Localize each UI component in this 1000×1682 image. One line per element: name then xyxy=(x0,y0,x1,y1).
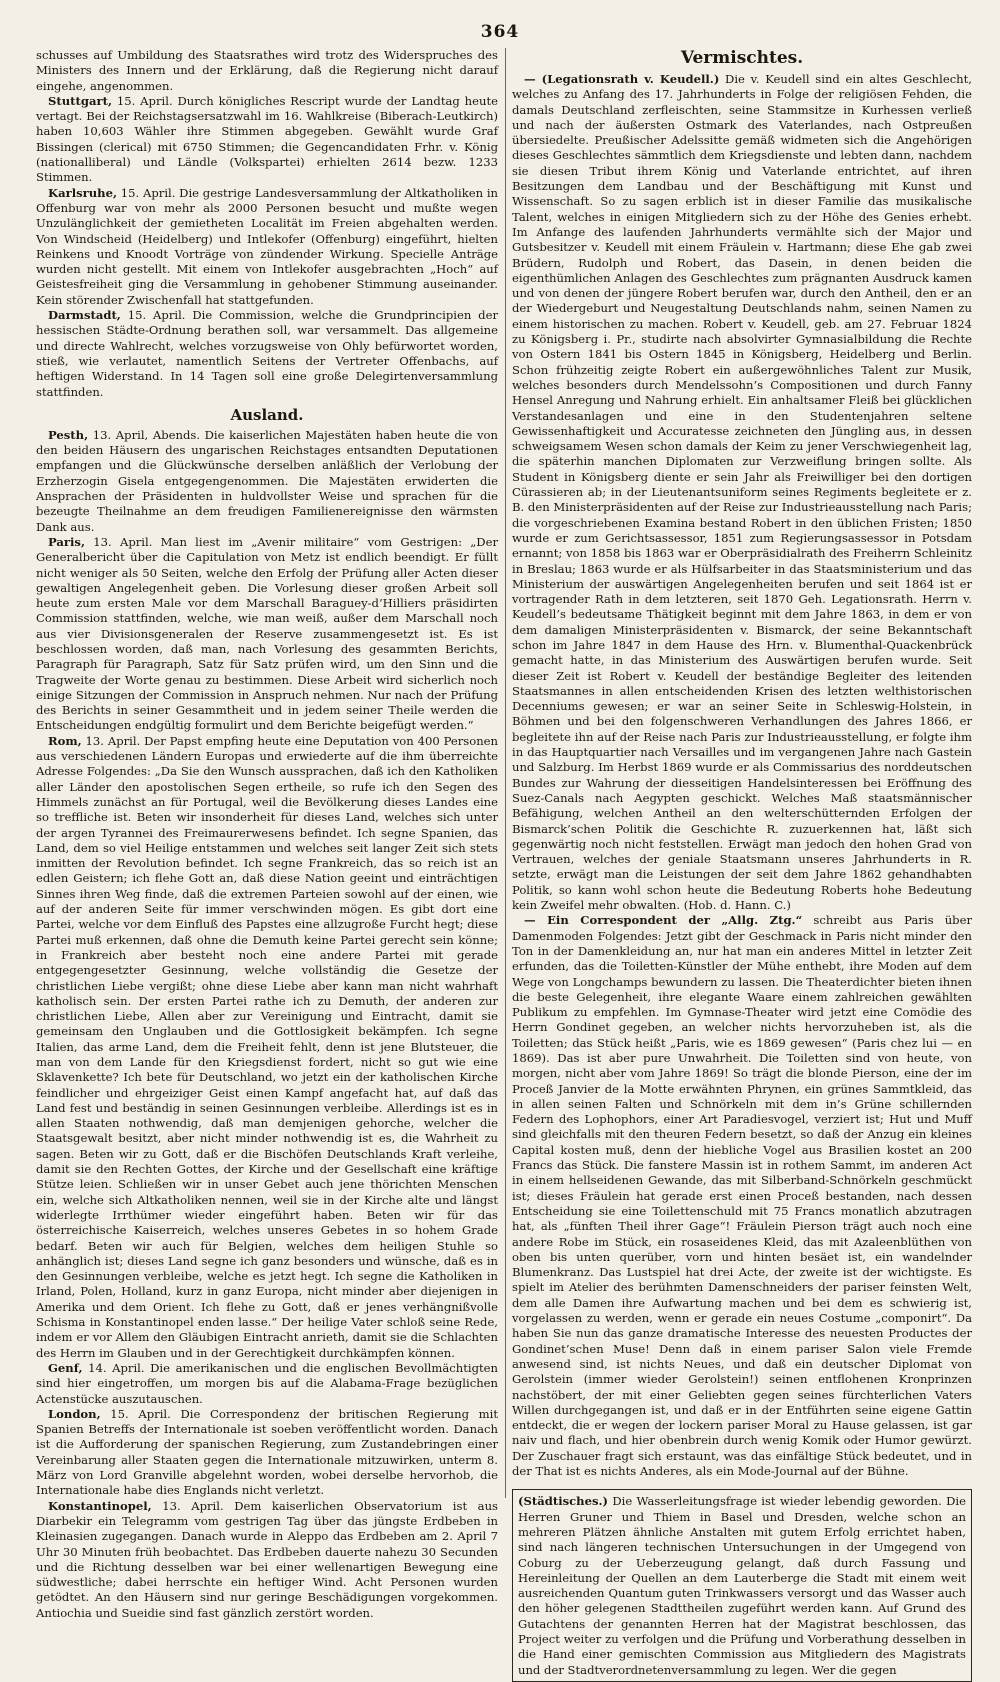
rom-report xyxy=(36,734,498,1361)
keudell-article xyxy=(512,72,972,913)
mode-text: schreibt aus Paris über Damenmoden Folgendes: Jetzt gibt der Geschmack in Paris nicht minder den Ton in der Damenkleidung an, nur hat man ein anderes Mittel in letzter Zeit erfunden, das die Toiletten-Künstler der Mühe enthebt, ihre Moden auf dem Wege von Longchamps bewundern zu lassen. Die Theaterdichter bieten ihnen die beste Gelegenheit, ihre elegante Waare einem zahlreichen gewählten Publikum zu empfehlen. Im Gymnase-Theater wird jetzt eine Comödie des Herrn Gondinet gegeben, an welcher nichts hervorzuheben ist, als die Toiletten; das Stück heißt „Paris, wie es 1869 gewesen“ (Paris chez lui — en 1869). Das ist aber pure Unwahrheit. Die Toiletten sind von heute, von morgen, nicht aber vom Jahre 1869! So trägt die blonde Pierson, eine der im Proceß Janvier de la Motte erwähnten Phrynen, ein grünes Sammtkleid, das in allen seinen Falten und Schnörkeln mit dem in’s Grüne schillernden Federn des Lophophors, einer Art Paradiesvogel, verziert ist; Hut und Muff sind gleichfalls mit den theuren Federn besetzt, so daß der Anzug ein kleines Capital kosten muß, denn der hiebliche Vogel aus Brasilien kostet an 200 Francs das Stück. Die fanstere Massin ist in rothem Sammt, im anderen Act in einem hellseidenen Gewande, das mit Silberband-Schnörkeln geschmückt ist; dieses Fräulein hat gerade erst einen Proceß bestanden, nach dessen Entscheidung sie eine Toilettenschuld mit 75 Francs monatlich abzutragen hat, als „fünften Theil ihrer Gage“! Fräulein Pierson trägt auch noch eine andere Robe im Stück, ein rosaseidenes Kleid, das mit Azaleenblüthen von oben bis unten querüber, vorn und hinten besäet ist, ein wandelnder Blumenkranz. Das Lustspiel hat drei Acte, der zweite ist der wichtigste. Es spielt im Atelier des berühmten Damenschneiders der pariser feinsten Welt, dem alle Damen ihre Aufwartung machen und bei dem es schwierig ist, vorgelassen zu werden, wenn er gerade ein neues Costume „componirt“. Da haben Sie nun das ganze dramatische Interesse des neuesten Productes der Gondinet’schen Muse! Denn daß in einem pariser Salon viele Fremde anwesend sind, ist nichts Neues, und daß ein deutscher Diplomat von Gerolstein (immer wieder Gerolstein!) seinen entflohenen Kronprinzen nachstöbert, der mit einer Geliebten gegen seines fürchterlichen Vaters Willen durchgegangen ist, und daß er in der Entführten seine eigene Gattin entdeckt, die er wegen der lockern pariser Moral zu Hause gelassen, ist gar naiv und flach, und hier obenbrein durch wenig Komik oder Humor gewürzt. Der Zuschauer fragt sich erstaunt, was das einfältige Stück bedeutet, und in der That ist es nichts Anderes, als ein Mode-Journal auf der Bühne. xyxy=(512,913,973,1479)
dateline-london: London, xyxy=(48,1406,101,1421)
column-divider xyxy=(505,48,506,1498)
karlsruhe-report xyxy=(36,186,498,308)
section-heading-vermischtes: Vermischtes. xyxy=(680,48,804,68)
staedtisches-text: Die Wasserleitungsfrage ist wieder lebendig geworden. Die Herren Gruner und Thiem in Basel und Dresden, welche schon an mehreren Plätzen ähnliche Anstalten mit gutem Erfolg errichtet haben, sind nach längeren technischen Untersuchungen in der Umgegend von Coburg zu der Ueberzeugung gelangt, daß durch Fassung und Hereinleitung der Quellen an dem Lauterberge die Stadt mit einem weit ausreichenden Quantum guten Trinkwassers versorgt und das Wasser auch den höher gelegenen Stadttheilen zugeführt werden kann. Auf Grund des Gutachtens der genannten Herren hat der Magistrat beschlossen, das Project weiter zu verfolgen und die Prüfung und Vorberathung desselben in die Hand einer gemischten Commission aus Mitgliedern des Magistrats und der Stadtverordnetenversammlung zu legen. Wer die gegen xyxy=(518,1494,966,1677)
dateline-konstantinopel: Konstantinopel, xyxy=(48,1498,152,1513)
karlsruhe-text: 15. April. Die gestrige Landesversammlung der Altkatholiken in Offenburg war von mehr als 2000 Personen besucht und mußte wegen Unzulänglichkeit der gemietheten Localität im Freien abgehalten werden. Von Windscheid (Heidelberg) und Intlekofer (Offenburg) eingeführt, hielten Reinkens und Knoodt Vorträge von zündender Wirkung. Specielle Anträge wurden nicht gestellt. Mit einem von Intlekofer ausgebrachten „Hoch“ auf Geistesfreiheit ging die Versammlung in gehobener Stimmung auseinander. Kein störender Zwischenfall hat stattgefunden. xyxy=(36,185,498,307)
paris-text: 13. April. Man liest im „Avenir militaire“ vom Gestrigen: „Der Generalbericht über die Capitulation von Metz ist endlich beendigt. Er füllt nicht weniger als 50 Seiten, welche den Erfolg der Prüfung aller Acten dieser gewaltigen Angelegenheit geben. Die Vorlesung dieser großen Arbeit soll heute zum ersten Male vor dem Marschall Baraguey-d’Hilliers präsidirten Commission stattfinden, welche, wie man weiß, außer dem Marschall noch aus vier Divisionsgeneralen der Reserve zusammengesetzt ist. Es ist beschlossen worden, daß man, nach Vorlesung des gesammten Berichts, Paragraph für Paragraph, Satz für Satz prüfen wird, um den Sinn und die Tragweite der Worte genau zu bestimmen. Diese Arbeit wird sicherlich noch einige Sitzungen der Commission in Anspruch nehmen. Nur nach der Prüfung des Berichts in seiner Gesammtheit und in jedem seiner Theile werden die Entscheidungen endgültig formulirt und dem Berichte beigefügt werden.“ xyxy=(36,534,498,733)
genf-text: 14. April. Die amerikanischen und die englischen Bevollmächtigten sind hier eingetroffen, um morgen bis auf die Alabama-Frage bezüglichen Actenstücke auszutauschen. xyxy=(36,1360,499,1406)
mode-lead: — Ein Correspondent der „Allg. Ztg.“ xyxy=(524,913,803,928)
dateline-rom: Rom, xyxy=(48,733,82,748)
darmstadt-text: 15. April. Die Commission, welche die Grundprincipien der hessischen Städte-Ordnung berathen soll, war versammelt. Das allgemeine und directe Wahlrecht, welches vorzugsweise von Ohly befürwortet worden, stieß, wie verlautet, namentlich Seitens der Vertreter Offenbachs, auf heftigen Widerstand. In 14 Tagen soll eine große Delegirtenversammlung stattfinden. xyxy=(36,308,498,399)
stuttgart-report xyxy=(36,94,498,186)
staedtisches-box xyxy=(512,1489,972,1682)
page-number: 364 xyxy=(480,22,520,42)
dateline-stuttgart: Stuttgart, xyxy=(48,93,112,108)
keudell-lead: — (Legationsrath v. Keudell.) xyxy=(524,72,720,86)
left-column xyxy=(36,48,499,1620)
mode-article xyxy=(512,913,972,1479)
konstantinopel-report xyxy=(36,1499,498,1621)
intro-paragraph: schusses auf Umbildung des Staatsrathes wird trotz des Widerspruches des Ministers des Innern und der Erklärung, daß die Regierung nicht darauf eingehe, angenommen. xyxy=(36,48,498,93)
staedtisches-lead: (Städtisches.) xyxy=(518,1494,609,1509)
genf-report xyxy=(36,1361,498,1407)
konstantinopel-text: 13. April. Dem kaiserlichen Observatorium ist aus Diarbekir ein Telegramm vom gestrigen Tag über das jüngste Erdbeben in Kleinasien zugegangen. Danach wurde in Aleppo das Erdbeben am 2. April 7 Uhr 30 Minuten früh beobachtet. Das Erdbeben dauerte nahezu 30 Secunden und die Richtung desselben war bei einer wellenartigen Bewegung eine südwestliche; dabei herrschte ein heftiger Wind. Acht Personen wurden getödtet. An den Häusern sind nur geringe Beschädigungen vorgekommen. Antiochia und Sueidie sind fast gänzlich zerstört worden. xyxy=(36,1498,499,1620)
dateline-paris: Paris, xyxy=(48,534,85,549)
rom-text: 13. April. Der Papst empfing heute eine Deputation von 400 Personen aus verschiedenen Ländern Europas und erwiederte auf die ihm überreichte Adresse Folgendes: „Da Sie den Wunsch aussprachen, daß ich den Katholiken aller Länder den apostolischen Segen ertheile, so rufe ich den Segen des Himmels zunächst an für Portugal, weil die Bevölkerung dieses Landes eine so treffliche ist. Beten wir insonderheit für dieses Land, welches sich unter der argen Tyrannei des Freimaurerwesens befindet. Ich segne Spanien, das Land, dem so viel Heilige entstammen und welches seit langer Zeit sich stets inmitten der Revolution befindet. Ich segne Frankreich, das so reich ist an edlen Geistern; ich flehe Gott an, daß diese Nation geeint und einträchtigen Sinnes ihren Weg finde, daß die extremen Parteien sowohl auf der einen, wie auf der anderen Seite für immer verschwinden mögen. Es gibt dort eine Partei, welche vor dem Einfluß des Papstes eine allzugroße Furcht hegt; diese Partei muß erkennen, daß ohne die Demuth keine Partei gerecht sein könne; in Frankreich aber besteht noch eine andere Partei mit gerade entgegengesetzter Gesinnung, welche vollständig die Gesetze der christlichen Liebe vergißt; ohne diese Liebe aber kann man nicht wahrhaft katholisch sein. Der ersten Partei rathe ich zu Demuth, der anderen zur christlichen Liebe, Allen aber zur Vereinigung und Eintracht, damit sie gemeinsam den Unglauben und die Gottlosigkeit bekämpfen. Ich segne Italien, das arme Land, dem die Freiheit fehlt, denn ist jene Blutsteuer, die man von dem Lande für den Kriegsdienst fordert, nicht so gut wie eine Sklavenkette? Ich bete für Deutschland, wo jetzt ein der katholischen Kirche feindlicher und ehrgeiziger Geist einen Kampf angefacht hat, auf daß das Land fest und beständig in seinen Gesinnungen verbleibe. Allerdings ist es in allen Staaten nothwendig, daß man demjenigen gehorche, welcher die Staatsgewalt besitzt, aber nicht minder nothwendig ist es, die Wahrheit zu sagen. Beten wir zu Gott, daß er die Bischöfen Deutschlands Kraft verleihe, damit sie den Rechten Gottes, der Kirche und der Gesellschaft eine kräftige Stütze leien. Schließen wir in unser Gebet auch jene thörichten Menschen ein, welche sich Altkatholiken nennen, weil sie in der Kirche alte und längst widerlegte Irrthümer wieder eingeführt haben. Beten wir für das österreichische Kaiserreich, welches unseres Gebetes in so hohem Grade bedarf. Beten wir auch für Belgien, welches dem heiligen Stuhle so anhänglich ist; dieses Land segne ich ganz besonders und wünsche, daß es in den Gesinnungen verbleibe, welche es jetzt hegt. Ich segne die Katholiken in Irland, Polen, Holland, kurz in ganz Europa, nicht minder aber diejenigen in Amerika und dem Orient. Ich flehe zu Gott, daß er jenes verhängnißvolle Schisma in Konstantinopel enden lasse.“ Der heilige Vater schloß seine Rede, indem er vor Allem den Gläubigen Eintracht anrieth, damit sie die Schlachten des Herrn im Glauben und in der Gerechtigkeit durchkämpfen können. xyxy=(36,733,498,1360)
london-text: 15. April. Die Correspondenz der britischen Regierung mit Spanien Betreffs der Internationale ist soeben veröffentlicht worden. Danach ist die Aufforderung der spanischen Regierung, zum Zustandebringen einer Vereinbarung aller Staaten gegen die Internationale mitzuwirken, unterm 8. März von Lord Granville abgelehnt worden, wobei derselbe hervorhob, die Internationale habe dies Englands nicht verletzt. xyxy=(36,1406,498,1498)
right-column xyxy=(512,48,973,1677)
london-report xyxy=(36,1407,498,1499)
section-heading-ausland: Ausland. xyxy=(230,405,304,424)
dateline-karlsruhe: Karlsruhe, xyxy=(48,185,118,200)
keudell-text: Die v. Keudell sind ein altes Geschlecht, welches zu Anfang des 17. Jahrhunderts in Folge der religiösen Fehden, die damals Deutschland zerfleischten, seine Stammsitze in Kurhessen verließ und nach der äußersten Ostmark des Vaterlandes, nach Ostpreußen übersiedelte. Preußischer Adelssitte gemäß widmeten sich die Angehörigen dieses Geschlechtes sämmtlich dem Kriegsdienste und lebten dann, nachdem sie diesen Tribut ihrem König und Vaterlande entrichtet, auf ihren Besitzungen dem Landbau und der Beschäftigung mit Kunst und Wissenschaft. So zu sagen erblich ist in dieser Familie das musikalische Talent, welches in einigen Mitgliedern sich zu der Höhe des Genies erhebt. Im Anfange des laufenden Jahrhunderts vermählte sich der Major und Gutsbesitzer v. Keudell mit einem Fräulein v. Hartmann; diese Ehe gab zwei Brüdern, Rudolph und Robert, das Dasein, in denen beiden die eigenthümlichen Anlagen des Geschlechtes zum prägnanten Ausdruck kamen und von denen der jüngere Robert berufen war, durch den Antheil, den er an der Wiedergeburt und Neugestaltung Deutschlands nahm, seinen Namen zu einem historischen zu machen. Robert v. Keudell, geb. am 27. Februar 1824 zu Königsberg i. Pr., studirte nach absolvirter Gymnasialbildung die Rechte von Ostern 1841 bis Ostern 1845 in Königsberg, Heidelberg und Berlin. Schon frühzeitig zeigte Robert ein außergewöhnliches Talent zur Musik, welches besonders durch Mendelssohn’s Compositionen und durch Fanny Hensel Anregung und Nahrung erhielt. Ein anhaltsamer Fleiß bei glücklichen Verstandesanlagen und eine in den Studentenjahren seltene Gewissenhaftigkeit und Accuratesse zeichneten den Jüngling aus, in dessen schweigsamem Wesen schon damals der Keim zu jener Verschwiegenheit lag, die späterhin manchen Diplomaten zur Verzweiflung bringen sollte. Als Student in Königsberg diente er sein Jahr als Freiwilliger bei den dortigen Cürassieren ab; in der Lieutenantsuniform seines Regiments begleitete er z. B. den Ministerpräsidenten auf der Reise zur Industrieausstellung nach Paris; die vorgeschriebenen Examina bestand Robert in den üblichen Fristen; 1850 wurde er zum Gerichtsassessor, 1851 zum Regierungsassessor in Potsdam ernannt; von 1858 bis 1863 war er Oberpräsidialrath des Freiherrn Schleinitz in Breslau; 1863 wurde er als Hülfsarbeiter in das Staatsministerium und das Ministerium der auswärtigen Angelegenheiten berufen und seit 1864 ist er vortragender Rath in dem letzteren, seit 1870 Geh. Legationsrath. Herrn v. Keudell’s bedeutsame Thätigkeit beginnt mit dem Jahre 1863, in dem er von dem damaligen Ministerpräsidenten v. Bismarck, der seine Bekanntschaft schon im Jahre 1847 in dem Hause des Hrn. v. Blumenthal-Quackenbrück gemacht hatte, in das Ministerium des Auswärtigen berufen wurde. Seit dieser Zeit ist Robert v. Keudell der beständige Begleiter des leitenden Staatsmannes in allen entscheidenden Krisen des letzten welthistorischen Decenniums gewesen; er war an seiner Seite in Schleswig-Holstein, in Böhmen und bei den folgenschweren Verhandlungen des Jahres 1866, er begleitete ihn auf der Reise nach Paris zur Industrieausstellung, er folgte ihm in das Hauptquartier nach Versailles und im vergangenen Jahre nach Gastein und Salzburg. Im Herbst 1869 wurde er als Commissarius des norddeutschen Bundes zur Wahrung der diesseitigen Handelsinteressen bei Eröffnung des Suez-Canals nach Aegypten geschickt. Welches Maß staatsmännischer Befähigung, welchen Antheil an den welterschütternden Erfolgen der Bismarck’schen Politik die Geschichte R. zuzuerkennen hat, läßt sich gegenwärtig noch nicht feststellen. Erwägt man jedoch den hohen Grad von Vertrauen, welches der geniale Staatsmann unseres Jahrhunderts in R. setzte, erwägt man die Leistungen der seit dem Jahre 1862 gehandhabten Politik, so kann wohl schon heute die Bedeutung Roberts hohe Bedeutung kein Zweifel mehr obwalten. (Hob. d. Hann. C.) xyxy=(512,72,972,913)
stuttgart-text: 15. April. Durch königliches Rescript wurde der Landtag heute vertagt. Bei der Reichstagsersatzwahl im 16. Wahlkreise (Biberach-Leutkirch) haben 10,603 Wähler ihre Stimmen abgegeben. Gewählt wurde Graf Bissingen (clerical) mit 6750 Stimmen; die Gegencandidaten Frhr. v. König (nationalliberal) und Ländle (Volkspartei) erhielten 2614 bezw. 1233 Stimmen. xyxy=(36,93,498,185)
paris-report xyxy=(36,535,498,734)
pesth-text: 13. April, Abends. Die kaiserlichen Majestäten haben heute die von den beiden Häusern des ungarischen Reichstages entsandten Deputationen empfangen und die Glückwünsche derselben anläßlich der Verlobung der Erzherzogin Gisela entgegengenommen. Die Majestäten erwiderten die Ansprachen der Präsidenten in huldvollster Weise und sprachen für die bezeugte Theilnahme an dem freudigen Familienereignisse den wärmsten Dank aus. xyxy=(36,427,498,534)
dateline-genf: Genf, xyxy=(48,1360,83,1375)
dateline-pesth: Pesth, xyxy=(48,427,89,442)
staedtisches-article xyxy=(518,1494,966,1678)
darmstadt-report xyxy=(36,308,498,400)
dateline-darmstadt: Darmstadt, xyxy=(48,308,121,323)
pesth-report xyxy=(36,428,498,535)
